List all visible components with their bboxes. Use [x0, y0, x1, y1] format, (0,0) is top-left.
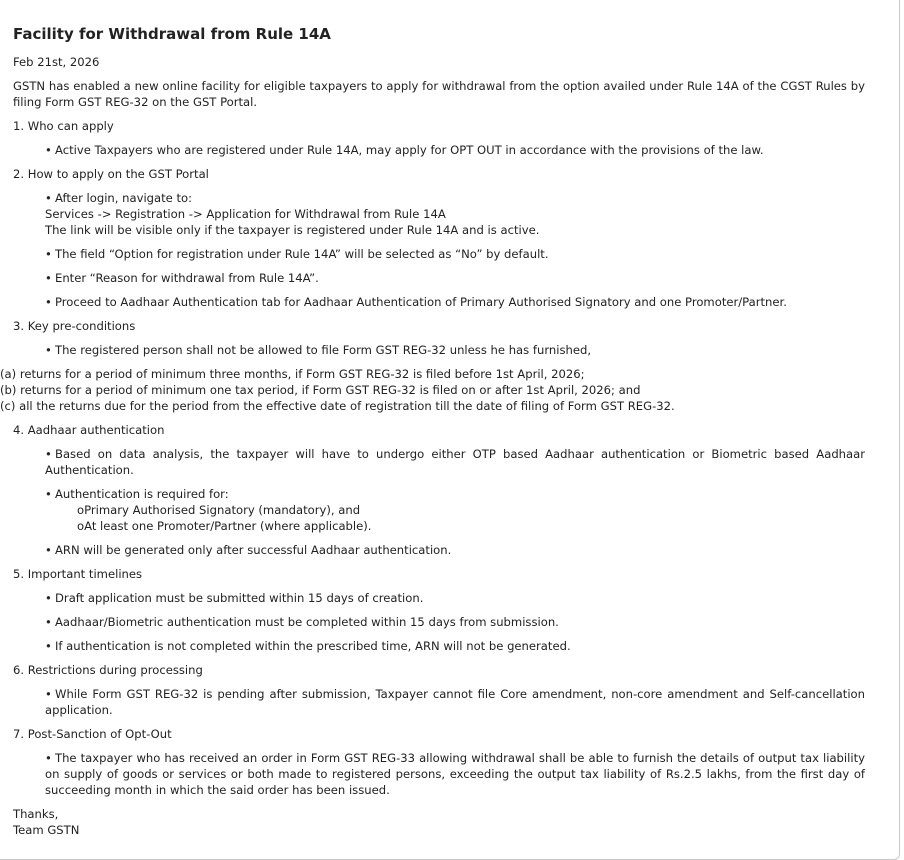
section-heading: 4. Aadhaar authentication: [13, 423, 165, 437]
section-heading: 2. How to apply on the GST Portal: [13, 167, 209, 181]
bullet-text: ARN will be generated only after successful Aadhaar authentication.: [55, 543, 452, 557]
condition-clauses: [0, 366, 865, 414]
section-heading: 6. Restrictions during processing: [13, 663, 203, 677]
bullet-icon: •: [45, 751, 52, 765]
list-item: [13, 614, 865, 630]
navigation-path: Services -> Registration -> Application for Withdrawal from Rule 14A: [45, 207, 446, 221]
notice-title: Facility for Withdrawal from Rule 14A: [13, 25, 331, 43]
bullet-text: If authentication is not completed within the prescribed time, ARN will not be generated.: [55, 639, 571, 653]
bullet-icon: •: [45, 343, 52, 357]
bullet-text: While Form GST REG-32 is pending after submission, Taxpayer cannot file Core amendment, non-core amendment and Self-cancellation application.: [45, 687, 865, 717]
bullet-icon: •: [45, 487, 52, 501]
section-heading: 5. Important timelines: [13, 567, 143, 581]
bullet-text: Draft application must be submitted within 15 days of creation.: [55, 591, 424, 605]
list-item: [13, 750, 865, 798]
notice-content: [0, 24, 865, 838]
section-heading: 1. Who can apply: [13, 119, 114, 133]
bullet-icon: •: [45, 687, 52, 701]
bullet-icon: •: [45, 295, 52, 309]
bullet-text: After login, navigate to:: [55, 191, 193, 205]
list-item: [13, 590, 865, 606]
bullet-text: Authentication is required for:: [55, 487, 229, 501]
bullet-text: Enter “Reason for withdrawal from Rule 14A”.: [55, 271, 319, 285]
clause-a: (a) returns for a period of minimum three months, if Form GST REG-32 is filed before 1st April, 2026;: [0, 367, 585, 381]
list-item: [13, 486, 865, 534]
list-item: [13, 446, 865, 478]
sub-item: oAt least one Promoter/Partner (where applicable).: [77, 519, 372, 533]
clause-b: (b) returns for a period of minimum one tax period, if Form GST REG-32 is filed on or after 1st April, 2026; and: [0, 383, 641, 397]
bullet-icon: •: [45, 143, 52, 157]
list-item: [13, 142, 865, 158]
list-item: [13, 270, 865, 286]
section-heading: 3. Key pre-conditions: [13, 319, 136, 333]
sub-item: oPrimary Authorised Signatory (mandatory), and: [77, 503, 361, 517]
bullet-icon: •: [45, 615, 52, 629]
bullet-icon: •: [45, 191, 52, 205]
bullet-text: The registered person shall not be allowed to file Form GST REG-32 unless he has furnished,: [55, 343, 592, 357]
intro-paragraph: GSTN has enabled a new online facility for eligible taxpayers to apply for withdrawal from the option availed under Rule 14A of the CGST Rules by filing Form GST REG-32 on the GST Portal.: [13, 79, 865, 109]
list-item: [13, 542, 865, 558]
list-item: [13, 686, 865, 718]
list-item: [13, 638, 865, 654]
bullet-text: Proceed to Aadhaar Authentication tab for Aadhaar Authentication of Primary Authorised Signatory and one Promoter/Partner.: [55, 295, 787, 309]
bullet-text: The field “Option for registration under Rule 14A” will be selected as “No” by default.: [55, 247, 549, 261]
bullet-icon: •: [45, 543, 52, 557]
bullet-note: The link will be visible only if the taxpayer is registered under Rule 14A and is active.: [45, 223, 540, 237]
bullet-text: Based on data analysis, the taxpayer will have to undergo either OTP based Aadhaar authentication or Biometric based Aadhaar Authentication.: [45, 447, 865, 477]
closing-thanks: Thanks,: [13, 807, 59, 821]
list-item: [13, 342, 865, 358]
bullet-icon: •: [45, 639, 52, 653]
bullet-icon: •: [45, 591, 52, 605]
notice-date: Feb 21st, 2026: [13, 55, 100, 69]
bullet-text: Aadhaar/Biometric authentication must be completed within 15 days from submission.: [55, 615, 559, 629]
bullet-text: The taxpayer who has received an order in Form GST REG-33 allowing withdrawal shall be able to furnish the details of output tax liability on supply of goods or services or both made to registered persons, exceeding the output tax liability of Rs.2.5 lakhs, from the first day of succeeding month in which the said order has been issued.: [45, 751, 865, 797]
bullet-icon: •: [45, 271, 52, 285]
clause-c: (c) all the returns due for the period from the effective date of registration till the date of filing of Form GST REG-32.: [0, 399, 675, 413]
section-heading: 7. Post-Sanction of Opt-Out: [13, 727, 172, 741]
list-item: [13, 294, 865, 310]
bullet-icon: •: [45, 247, 52, 261]
bullet-text: Active Taxpayers who are registered under Rule 14A, may apply for OPT OUT in accordance with the provisions of the law.: [55, 143, 764, 157]
bullet-icon: •: [45, 447, 52, 461]
list-item: [13, 246, 865, 262]
list-item: [13, 190, 865, 238]
signature: Team GSTN: [13, 823, 80, 837]
